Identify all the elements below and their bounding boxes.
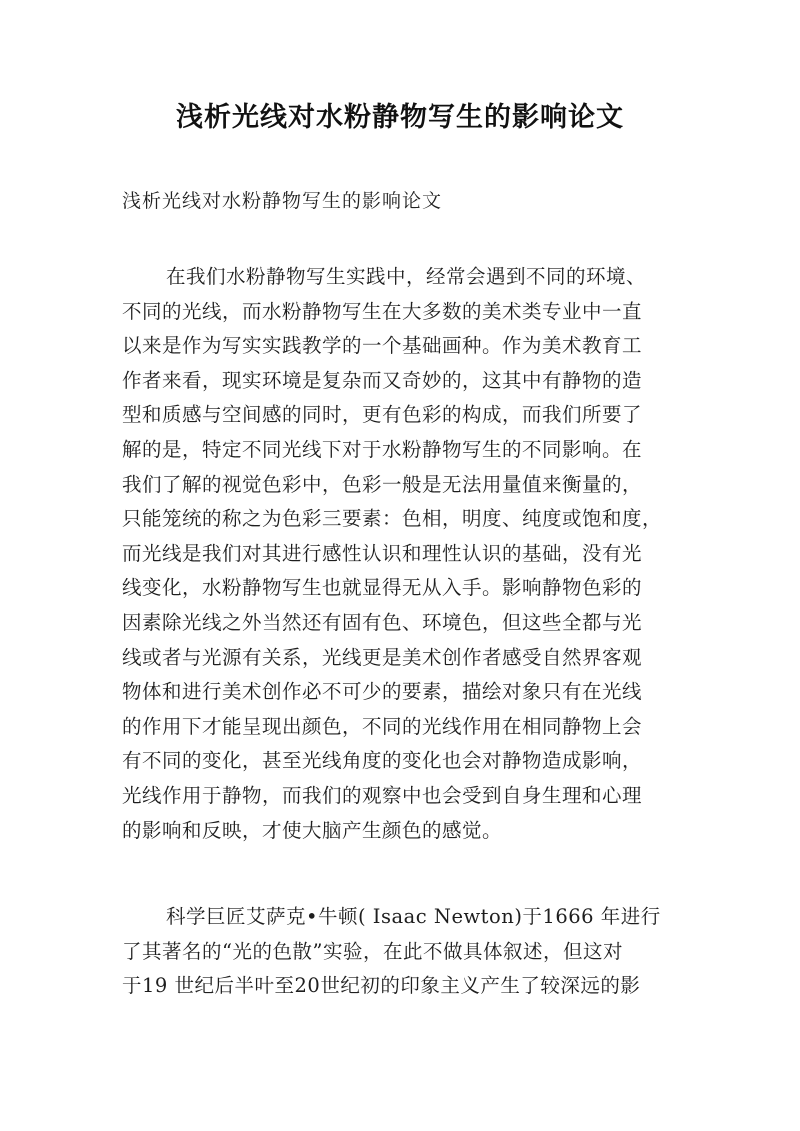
paragraph-line: 型和质感与空间感的同时，更有色彩的构成，而我们所要了 [122,403,643,427]
paragraph-line: 物体和进行美术创作必不可少的要素，描绘对象只有在光线 [122,680,643,704]
paragraph-line: 在我们水粉静物写生实践中，经常会遇到不同的环境、 [166,265,647,288]
paragraph-line: 不同的光线，而水粉静物写生在大多数的美术类专业中一直 [122,299,643,323]
paragraph-line: 有不同的变化，甚至光线角度的变化也会对静物造成影响， [122,749,643,773]
paragraph-line: 而光线是我们对其进行感性认识和理性认识的基础，没有光 [122,541,643,565]
paragraph-line: 了其著名的“光的色散”实验，在此不做具体叙述，但这对 [122,939,623,963]
paragraph-line: 因素除光线之外当然还有固有色、环境色，但这些全都与光 [122,610,643,634]
paragraph-line: 科学巨匠艾萨克•牛顿( Isaac Newton)于1666 年进行 [166,905,661,928]
paragraph-line: 线或者与光源有关系，光线更是美术创作者感受自然界客观 [122,645,643,669]
document-title: 浅析光线对水粉静物写生的影响论文 [176,102,624,133]
paragraph-line: 的作用下才能呈现出颜色，不同的光线作用在相同静物上会 [122,714,643,738]
document-subtitle: 浅析光线对水粉静物写生的影响论文 [122,190,443,212]
paragraph-line: 以来是作为写实实践教学的一个基础画种。作为美术教育工 [122,334,643,358]
paragraph-line: 只能笼统的称之为色彩三要素：色相，明度、纯度或饱和度， [122,507,663,531]
paragraph-line: 我们了解的视觉色彩中，色彩一般是无法用量值来衡量的， [122,472,643,496]
paragraph-line: 作者来看，现实环境是复杂而又奇妙的，这其中有静物的造 [122,368,643,392]
paragraph-2 [122,900,682,1004]
paragraph-1 [122,260,682,848]
paragraph-line: 于19 世纪后半叶至20世纪初的印象主义产生了较深远的影 [122,974,641,998]
paragraph-line: 解的是，特定不同光线下对于水粉静物写生的不同影响。在 [122,437,643,461]
paragraph-line: 线变化，水粉静物写生也就显得无从入手。影响静物色彩的 [122,576,643,600]
paragraph-line: 的影响和反映，才使大脑产生颜色的感觉。 [122,818,503,842]
paragraph-line: 光线作用于静物，而我们的观察中也会受到自身生理和心理 [122,783,643,807]
